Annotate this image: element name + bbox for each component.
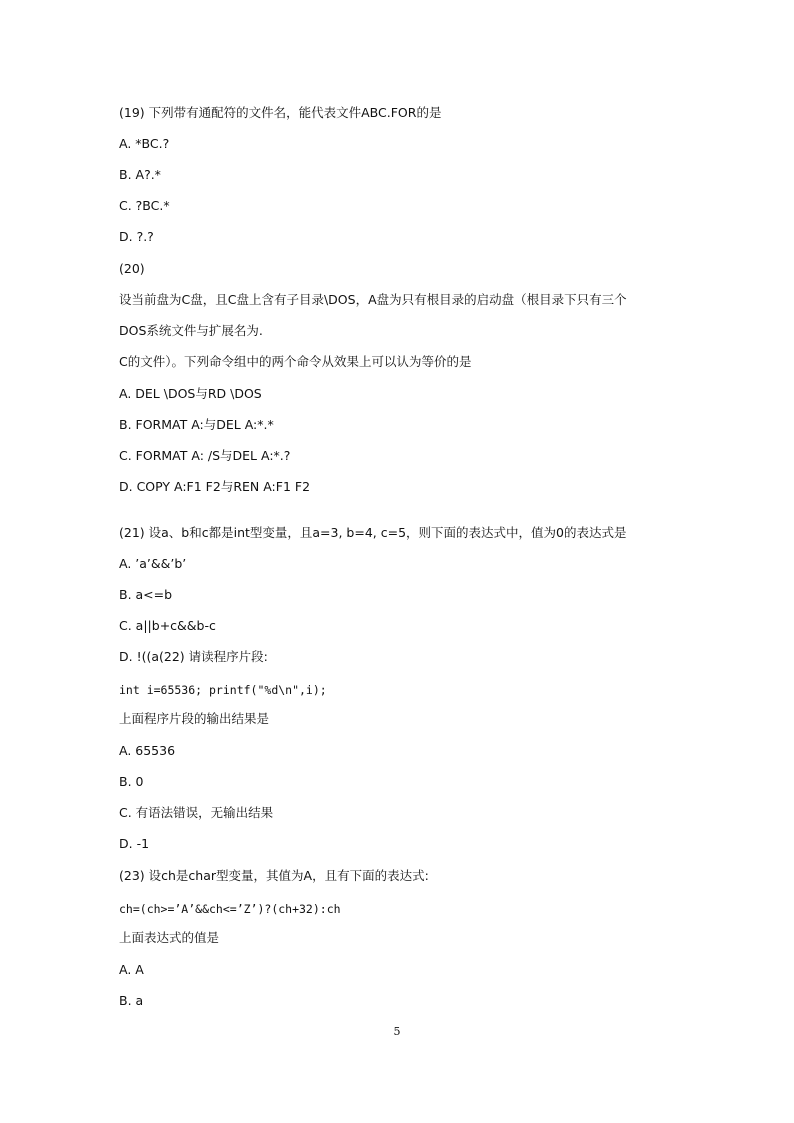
question-21-option-b: B. a<=b bbox=[119, 587, 173, 602]
question-19-option-d: D. ?.? bbox=[119, 229, 154, 244]
question-20-stem-line-1: 设当前盘为C盘，且C盘上含有子目录\DOS，A盘为只有根目录的启动盘（根目录下只有三个 bbox=[119, 292, 627, 307]
question-23-prompt: 上面表达式的值是 bbox=[119, 930, 220, 945]
question-21-option-c: C. a||b+c&&b-c bbox=[119, 618, 216, 633]
question-22-prompt: 上面程序片段的输出结果是 bbox=[119, 711, 270, 726]
question-20-option-c: C. FORMAT A: /S与DEL A:*.? bbox=[119, 448, 291, 463]
question-21-stem: (21) 设a、b和c都是int型变量，且a=3, b=4, c=5，则下面的表达式中，值为0的表达式是 bbox=[119, 525, 627, 540]
question-19-option-b: B. A?.* bbox=[119, 167, 161, 182]
question-20-stem-line-2: DOS系统文件与扩展名为. bbox=[119, 323, 263, 338]
question-20-option-a: A. DEL \DOS与RD \DOS bbox=[119, 386, 262, 401]
question-22-option-b: B. 0 bbox=[119, 774, 144, 789]
question-20-option-b: B. FORMAT A:与DEL A:*.* bbox=[119, 417, 274, 432]
question-23-expression: ch=(ch>=’A’&&ch<=’Z’)?(ch+32):ch bbox=[119, 902, 341, 916]
question-23-stem: (23) 设ch是char型变量，其值为A，且有下面的表达式: bbox=[119, 868, 429, 883]
page-number: 5 bbox=[393, 1025, 401, 1038]
question-22-option-d: D. -1 bbox=[119, 836, 150, 851]
question-21-option-a: A. ’a’&&’b’ bbox=[119, 556, 187, 571]
question-20-number: (20) bbox=[119, 261, 145, 276]
question-22-option-a: A. 65536 bbox=[119, 743, 176, 758]
question-22-code: int i=65536; printf("%d\n",i); bbox=[119, 683, 327, 697]
question-19-option-a: A. *BC.? bbox=[119, 136, 170, 151]
question-19-stem: (19) 下列带有通配符的文件名，能代表文件ABC.FOR的是 bbox=[119, 105, 442, 120]
question-23-option-a: A. A bbox=[119, 962, 144, 977]
question-19-option-c: C. ?BC.* bbox=[119, 198, 170, 213]
question-23-option-b: B. a bbox=[119, 993, 144, 1008]
question-20-option-d: D. COPY A:F1 F2与REN A:F1 F2 bbox=[119, 479, 311, 494]
question-22-option-c: C. 有语法错误，无输出结果 bbox=[119, 805, 274, 820]
question-20-stem-line-3: C的文件）。下列命令组中的两个命令从效果上可以认为等价的是 bbox=[119, 354, 472, 369]
question-21-option-d-question-22-stem: D. !((a(22) 请读程序片段: bbox=[119, 649, 268, 664]
